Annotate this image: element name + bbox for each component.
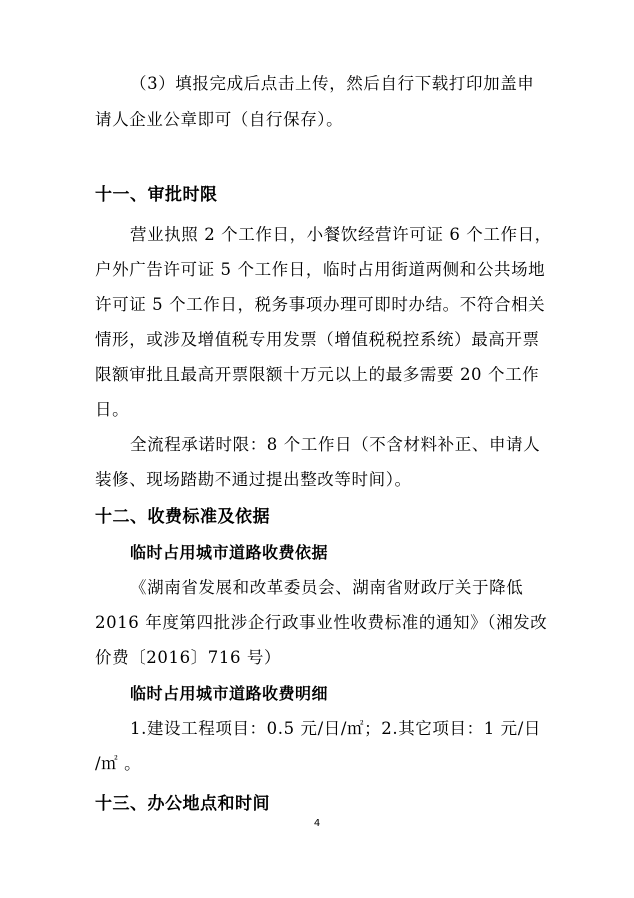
section-11-heading: 十一、审批时限: [95, 185, 218, 205]
page-number: 4: [313, 818, 321, 829]
fee-detail-line-2: /㎡ 。: [95, 754, 142, 773]
section-12-heading: 十二、收费标准及依据: [95, 507, 270, 527]
fee-basis-line-3: 价费〔2016〕716 号）: [95, 648, 282, 667]
section-13-heading: 十三、办公地点和时间: [95, 794, 270, 814]
time-limit-line-3: 许可证 5 个工作日，税务事项办理可即时办结。不符合相关: [95, 295, 546, 314]
upload-step-line-1: （3）填报完成后点击上传，然后自行下载打印加盖申: [130, 74, 535, 93]
time-limit-line-1: 营业执照 2 个工作日，小餐饮经营许可证 6 个工作日，: [130, 225, 552, 244]
upload-step-line-2: 请人企业公章即可（自行保存）。: [95, 110, 344, 129]
time-limit-line-6: 日。: [95, 400, 130, 419]
commitment-line-2: 装修、现场踏勘不通过提出整改等时间）。: [95, 470, 412, 489]
commitment-line-1: 全流程承诺时限：8 个工作日（不含材料补正、申请人: [130, 435, 541, 454]
fee-basis-line-2: 2016 年度第四批涉企行政事业性收费标准的通知》（湘发改: [95, 613, 548, 632]
time-limit-line-2: 户外广告许可证 5 个工作日，临时占用街道两侧和公共场地: [95, 260, 546, 279]
fee-basis-subheading: 临时占用城市道路收费依据: [130, 543, 329, 562]
time-limit-line-5: 限额审批且最高开票限额十万元以上的最多需要 20 个工作: [95, 365, 540, 384]
time-limit-line-4: 情形，或涉及增值税专用发票（增值税税控系统）最高开票: [95, 330, 540, 349]
fee-basis-line-1: 《湖南省发展和改革委员会、湖南省财政厅关于降低: [130, 578, 524, 597]
fee-detail-line-1: 1.建设工程项目：0.5 元/日/㎡；2.其它项目：1 元/日: [130, 719, 541, 738]
fee-detail-subheading: 临时占用城市道路收费明细: [130, 684, 329, 703]
